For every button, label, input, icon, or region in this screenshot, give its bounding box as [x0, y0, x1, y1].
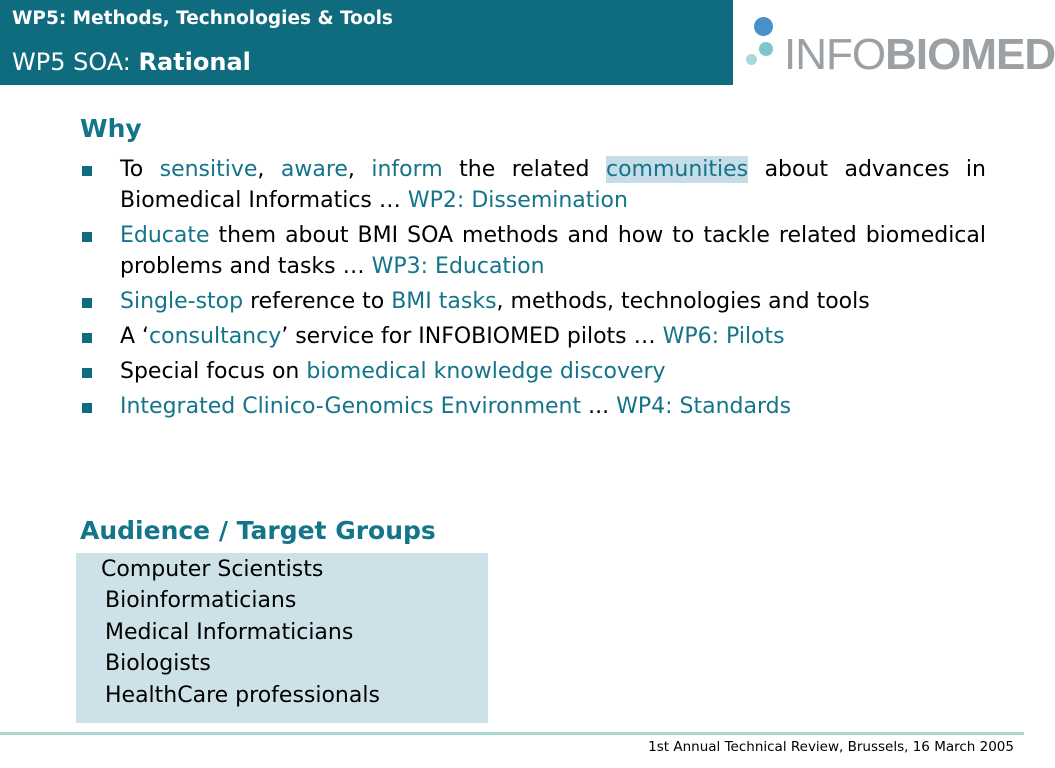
highlight-text: inform: [371, 157, 443, 182]
highlight-text: biomedical knowledge discovery: [306, 359, 666, 384]
wp-reference: WP4: Standards: [616, 394, 792, 419]
audience-item: Bioinformaticians: [105, 588, 297, 613]
audience-item: Medical Informaticians: [105, 620, 354, 645]
audience-item: Computer Scientists: [101, 557, 324, 582]
bullet-text: A ‘: [120, 324, 150, 349]
audience-item: Biologists: [105, 651, 211, 676]
bullet-item: [80, 391, 986, 422]
audience-item: HealthCare professionals: [105, 683, 380, 708]
highlight-text: BMI tasks: [391, 289, 497, 314]
why-heading: Why: [80, 114, 142, 143]
logo-dot-icon: [754, 17, 773, 36]
highlight-text: Educate: [120, 223, 210, 248]
bullet-square-icon: [82, 232, 92, 242]
bullet-text: about advances in Biomedical Informatics …: [120, 157, 986, 213]
logo-dot-icon: [746, 54, 757, 65]
highlight-text: aware: [280, 157, 348, 182]
footer-divider: [0, 732, 1024, 735]
bullet-text: them about BMI SOA methods and how to tackle related biomedical problems and tasks …: [120, 223, 986, 279]
highlight-text: Integrated Clinico-Genomics Environment: [120, 394, 582, 419]
bullet-item: [80, 356, 986, 387]
bullet-text: ...: [581, 394, 617, 419]
bullet-text: ,: [347, 157, 372, 182]
why-bullet-list: [80, 154, 986, 426]
bullet-text: ,: [257, 157, 281, 182]
bullet-text: To: [120, 157, 160, 182]
highlight-text: sensitive: [159, 157, 258, 182]
title-prefix: WP5 SOA:: [12, 48, 139, 76]
audience-box: [76, 553, 488, 723]
bullet-item: [80, 321, 986, 352]
bullet-item: [80, 154, 986, 216]
logo-dot-icon: [759, 42, 773, 56]
logo-wordmark: [784, 29, 1055, 81]
bullet-text: ’ service for INFOBIOMED pilots …: [281, 324, 663, 349]
bullet-text: reference to: [243, 289, 392, 314]
bullet-text: , methods, technologies and tools: [496, 289, 870, 314]
bullet-square-icon: [82, 298, 92, 308]
boxed-highlight-text: communities: [605, 157, 749, 182]
footer-text: 1st Annual Technical Review, Brussels, 16 March 2005: [648, 739, 1014, 755]
bullet-square-icon: [82, 403, 92, 413]
bullet-text: Special focus on: [120, 359, 307, 384]
wp-reference: WP3: Education: [371, 254, 545, 279]
bullet-item: [80, 220, 986, 282]
title-bold: Rational: [138, 48, 251, 76]
logo-text-bold: BIOMED: [885, 30, 1055, 79]
logo-text-light: INFO: [784, 30, 886, 79]
wp-reference: WP6: Pilots: [662, 324, 785, 349]
highlight-text: Single-stop: [120, 289, 244, 314]
bullet-text: the related: [442, 157, 606, 182]
bullet-item: [80, 286, 986, 317]
audience-heading: Audience / Target Groups: [80, 516, 436, 545]
bullet-square-icon: [82, 368, 92, 378]
header-subtitle: WP5: Methods, Technologies & Tools: [12, 8, 393, 29]
slide-title: [12, 48, 251, 76]
bullet-square-icon: [82, 333, 92, 343]
bullet-square-icon: [82, 166, 92, 176]
slide-header: [0, 0, 733, 85]
highlight-text: consultancy: [149, 324, 282, 349]
infobiomed-logo: [744, 14, 1055, 82]
wp-reference: WP2: Dissemination: [407, 188, 628, 213]
